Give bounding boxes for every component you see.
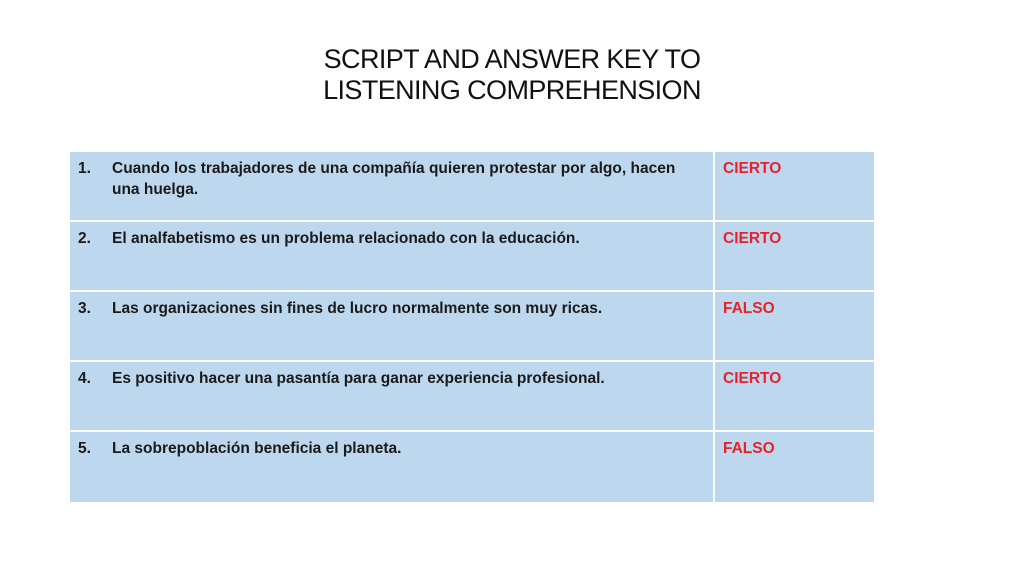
statement-text: Las organizaciones sin fines de lucro normalmente son muy ricas. bbox=[112, 300, 603, 317]
answer-cell: FALSO bbox=[715, 292, 874, 362]
statement-cell bbox=[70, 152, 715, 222]
table-row bbox=[70, 362, 874, 432]
statement-number: 3. bbox=[78, 300, 91, 317]
table-row bbox=[70, 292, 874, 362]
statement-text: Cuando los trabajadores de una compañía quieren protestar por algo, hacen una huelga. bbox=[112, 160, 676, 198]
answer-cell: CIERTO bbox=[715, 222, 874, 292]
table-row bbox=[70, 152, 874, 222]
statement-number: 1. bbox=[78, 160, 91, 177]
statement-cell bbox=[70, 222, 715, 292]
statement-cell bbox=[70, 432, 715, 502]
answer-cell: FALSO bbox=[715, 432, 874, 502]
statement-text: Es positivo hacer una pasantía para ganar experiencia profesional. bbox=[112, 370, 605, 387]
statement-number: 5. bbox=[78, 440, 91, 457]
title-line-2: LISTENING COMPREHENSION bbox=[323, 75, 701, 105]
statement-number: 2. bbox=[78, 230, 91, 247]
title-line-1: SCRIPT AND ANSWER KEY TO bbox=[323, 44, 701, 74]
statement-text: El analfabetismo es un problema relacionado con la educación. bbox=[112, 230, 580, 247]
slide-title bbox=[230, 44, 794, 106]
statement-cell bbox=[70, 292, 715, 362]
answer-cell: CIERTO bbox=[715, 362, 874, 432]
answer-key-table bbox=[70, 152, 874, 502]
table-row bbox=[70, 432, 874, 502]
statement-number: 4. bbox=[78, 370, 91, 387]
table-row bbox=[70, 222, 874, 292]
statement-cell bbox=[70, 362, 715, 432]
statement-text: La sobrepoblación beneficia el planeta. bbox=[112, 440, 402, 457]
answer-cell: CIERTO bbox=[715, 152, 874, 222]
